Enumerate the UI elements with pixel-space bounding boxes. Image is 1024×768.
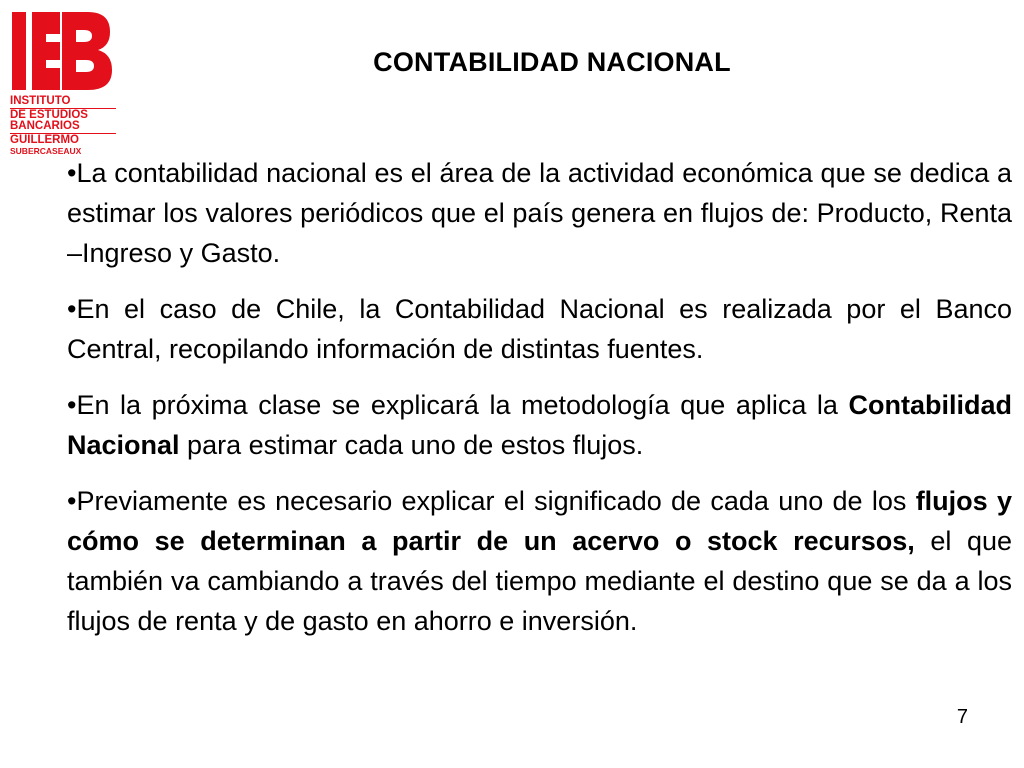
page-number: 7 [956,706,968,728]
paragraph-text: •En la próxima clase se explicará la metodología que aplica la [67,390,849,420]
slide-body [67,153,1012,657]
institution-logo [10,12,116,156]
logo-wordmark [10,96,116,156]
paragraph-text: •En el caso de Chile, la Contabilidad Nacional es realizada por el Banco Central, recopilando información de distintas fuentes. [67,294,1012,364]
slide-title: CONTABILIDAD NACIONAL [373,47,731,77]
logo-line: INSTITUTO [10,95,71,107]
bold-text: flujos y cómo se determinan a partir de un acervo o stock recursos, [67,486,1012,556]
bullet-paragraph [67,481,1012,641]
logo-line: SUBERCASEAUX [10,146,82,156]
paragraph-text: •La contabilidad nacional es el área de la actividad económica que se dedica a estimar los valores periódicos que el país genera en flujos de: Producto, Renta –Ingreso y Gasto. [67,158,1012,268]
logo-line: GUILLERMO [10,134,79,146]
bullet-paragraph [67,385,1012,465]
bullet-paragraph [67,153,1012,273]
paragraph-text: el que también va cambiando a través del tiempo mediante el destino que se da a los flujos de renta y de gasto en ahorro e inversión. [67,526,1012,636]
bullet-paragraph [67,289,1012,369]
logo-line: BANCARIOS [10,120,80,132]
logo-line: DE ESTUDIOS [10,109,88,121]
paragraph-text: para estimar cada uno de estos flujos. [179,430,644,460]
paragraph-text: •Previamente es necesario explicar el significado de cada uno de los [67,486,916,516]
bold-text: Contabilidad Nacional [67,390,1012,460]
